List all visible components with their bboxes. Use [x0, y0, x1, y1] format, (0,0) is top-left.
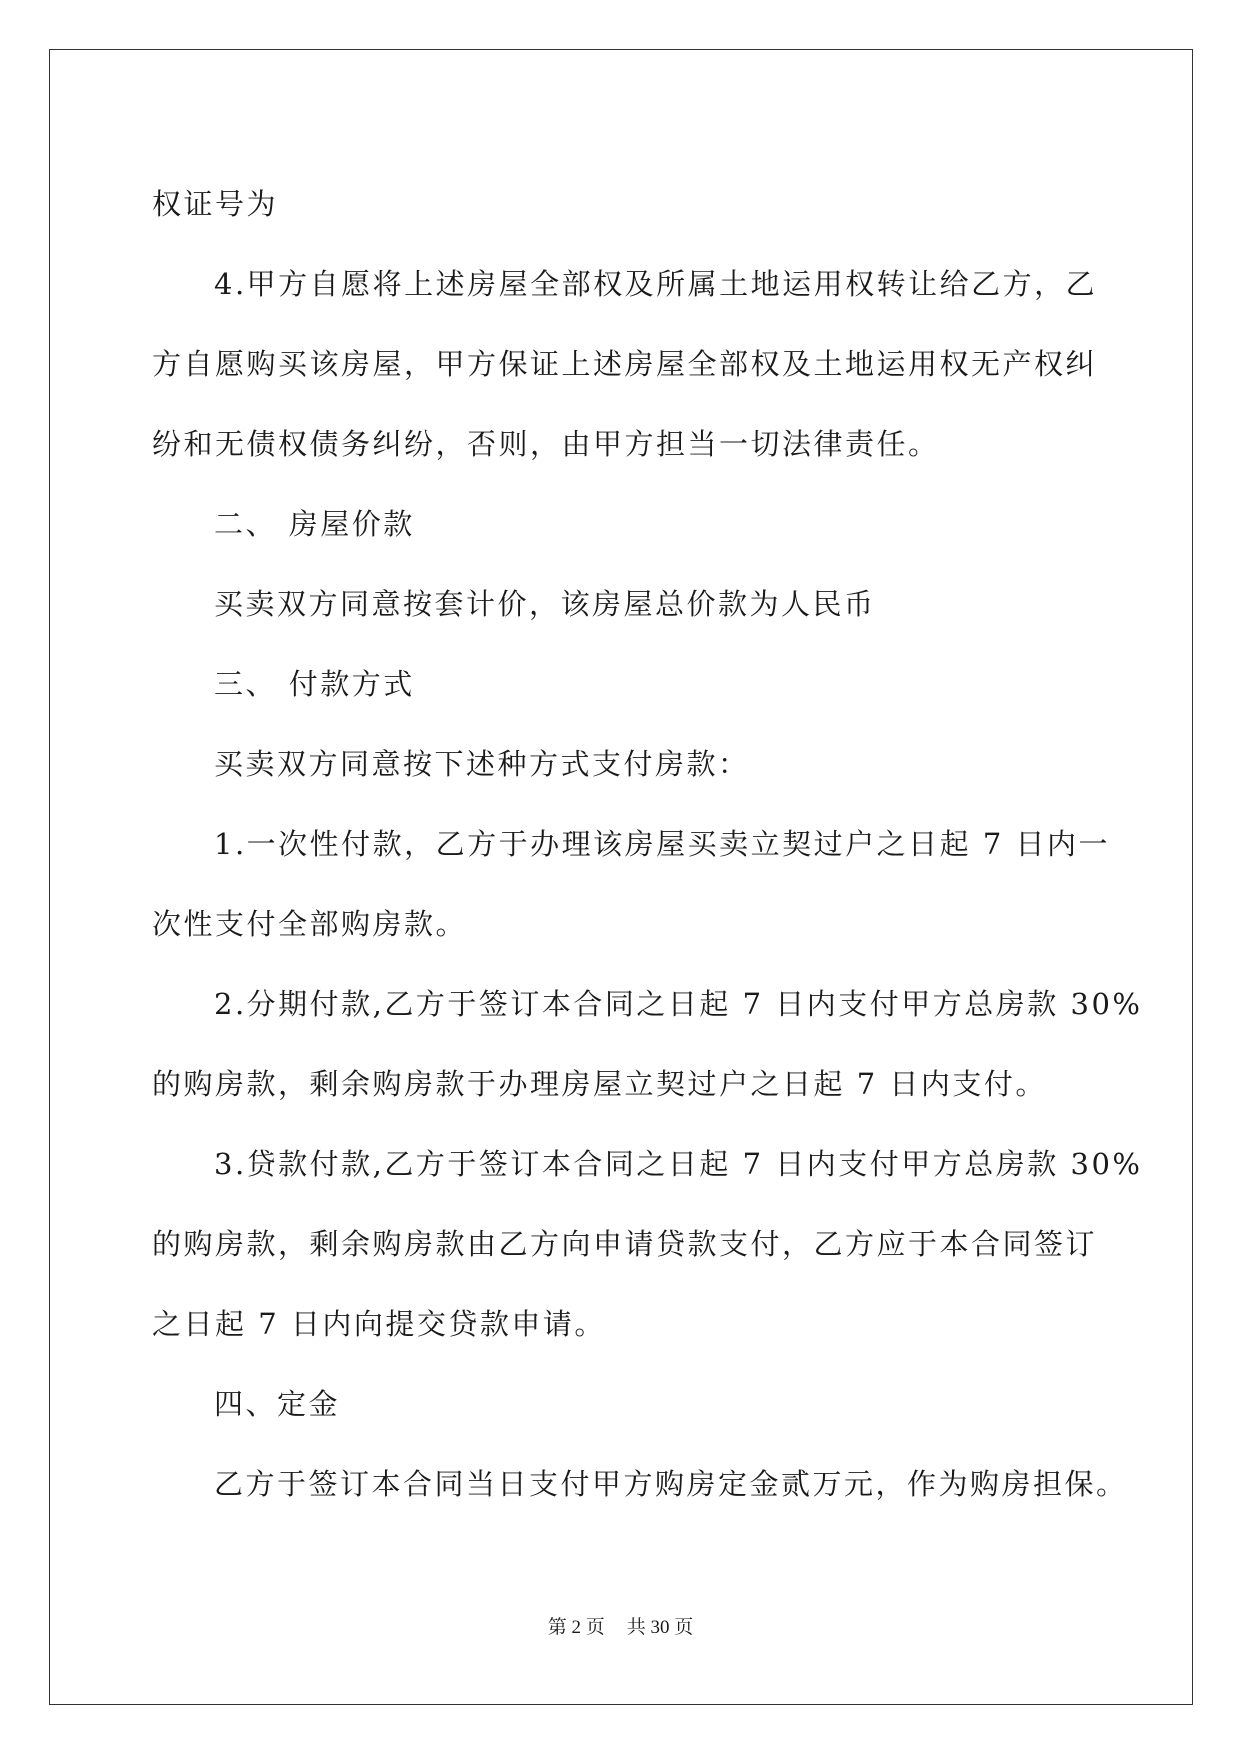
- section-heading: 三、 付款方式: [214, 667, 415, 701]
- text-line: 乙方于签订本合同当日支付甲方购房定金贰万元，作为购房担保。: [214, 1467, 1128, 1501]
- text-line: 3.贷款付款,乙方于签订本合同之日起 7 日内支付甲方总房款 30%: [214, 1147, 1143, 1181]
- section-heading: 二、 房屋价款: [214, 507, 415, 541]
- page-footer: [0, 1612, 1241, 1639]
- text-line: 之日起 7 日内向提交贷款申请。: [152, 1307, 606, 1341]
- text-line: 买卖双方同意按套计价，该房屋总价款为人民币: [214, 587, 876, 621]
- text-line: 1.一次性付款，乙方于办理该房屋买卖立契过户之日起 7 日内一: [214, 827, 1111, 861]
- text-line: 的购房款，剩余购房款由乙方向申请贷款支付，乙方应于本合同签订: [152, 1227, 1098, 1261]
- page-total: 共 30 页: [626, 1617, 694, 1638]
- text-line: 买卖双方同意按下述种方式支付房款：: [214, 747, 750, 781]
- text-line: 次性支付全部购房款。: [152, 907, 468, 941]
- text-line: 纷和无债权债务纠纷，否则，由甲方担当一切法律责任。: [152, 427, 940, 461]
- text-line: 方自愿购买该房屋，甲方保证上述房屋全部权及土地运用权无产权纠: [152, 347, 1098, 381]
- page-number: 第 2 页: [547, 1617, 605, 1638]
- document-body: [152, 164, 1143, 1524]
- text-line: 权证号为: [152, 187, 279, 221]
- text-line: 的购房款，剩余购房款于办理房屋立契过户之日起 7 日内支付。: [152, 1067, 1047, 1101]
- text-line: 4.甲方自愿将上述房屋全部权及所属土地运用权转让给乙方，乙: [214, 267, 1098, 301]
- section-heading: 四、定金: [214, 1387, 341, 1421]
- text-line: 2.分期付款,乙方于签订本合同之日起 7 日内支付甲方总房款 30%: [214, 987, 1143, 1021]
